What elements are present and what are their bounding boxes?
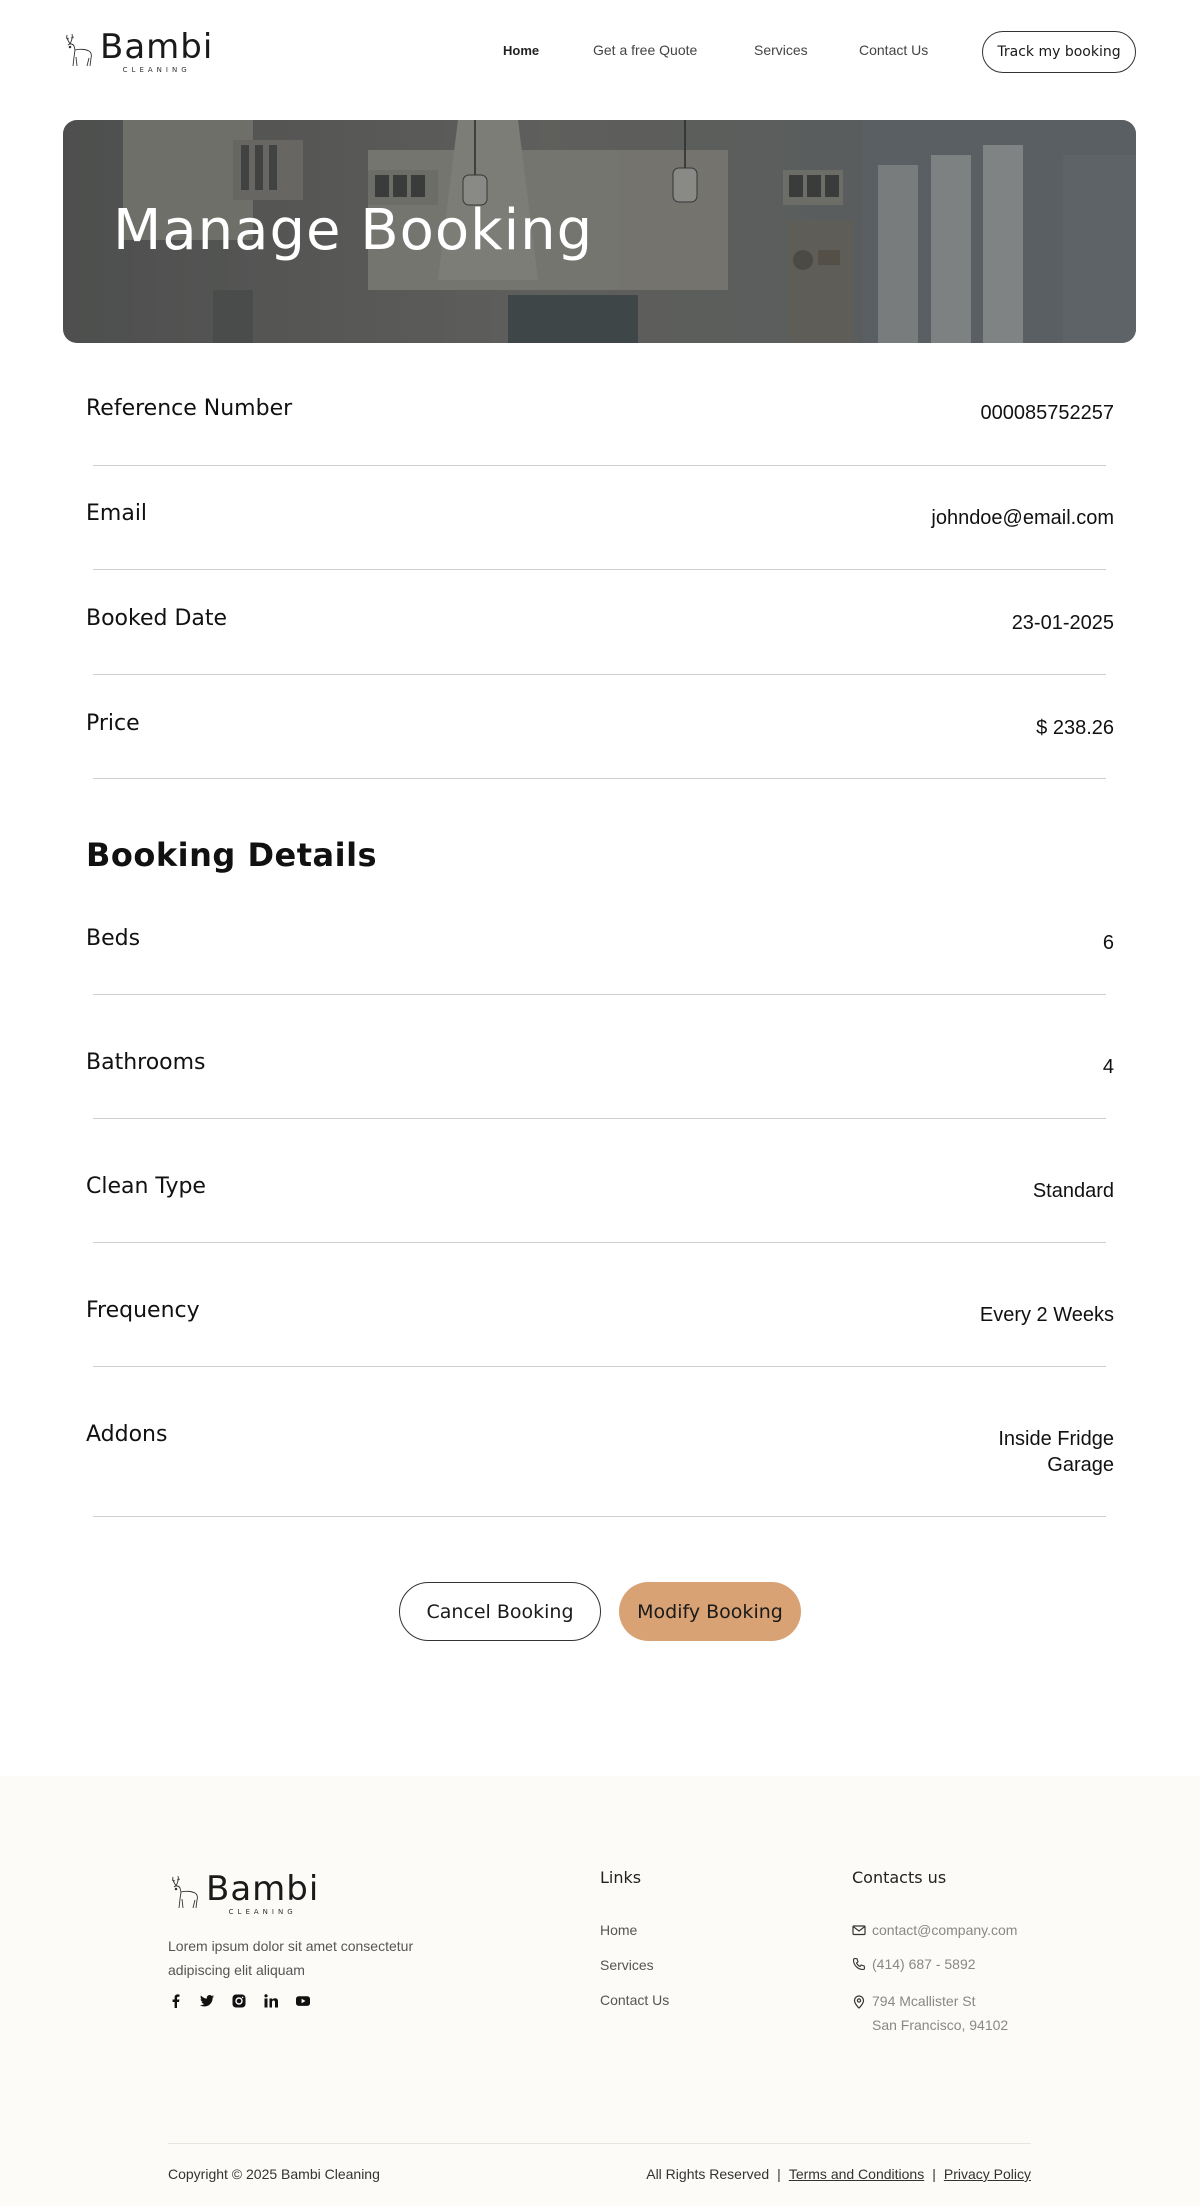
row-divider (93, 674, 1106, 675)
footer-brand-logo[interactable] (168, 1869, 320, 1916)
row-divider (93, 1366, 1106, 1367)
clean-type-label: Clean Type (86, 1174, 206, 1199)
email-value: johndoe@email.com (931, 507, 1114, 529)
linkedin-icon[interactable] (264, 1994, 278, 2008)
footer-email-text: contact@company.com (872, 1922, 1018, 1938)
addon-item: Inside Fridge (998, 1428, 1114, 1450)
nav-get-quote[interactable]: Get a free Quote (593, 42, 698, 58)
frequency-value: Every 2 Weeks (979, 1304, 1114, 1326)
phone-icon (852, 1957, 866, 1971)
brand-tagline: CLEANING (122, 66, 191, 74)
site-footer (0, 1776, 1200, 2206)
footer-phone-text: (414) 687 - 5892 (872, 1956, 976, 1972)
nav-home[interactable]: Home (503, 43, 540, 58)
footer-links-heading: Links (600, 1868, 642, 1887)
nav-contact[interactable]: Contact Us (859, 42, 929, 58)
facebook-icon[interactable] (168, 1994, 182, 2008)
privacy-link[interactable]: Privacy Policy (943, 2166, 1031, 2182)
footer-brand-tagline: CLEANING (228, 1908, 297, 1916)
footer-divider (168, 2143, 1031, 2144)
row-divider (93, 994, 1106, 995)
instagram-icon[interactable] (232, 1994, 246, 2008)
footer-brand-name: Bambi (206, 1869, 320, 1909)
addons-value (998, 1426, 1114, 1478)
clean-type-value: Standard (1032, 1180, 1114, 1202)
hero-banner (63, 120, 1136, 343)
row-divider (93, 465, 1106, 466)
row-divider (93, 778, 1106, 779)
footer-contacts-heading: Contacts us (852, 1868, 947, 1887)
footer-link-contact[interactable]: Contact Us (600, 1992, 670, 2008)
modify-booking-button[interactable]: Modify Booking (619, 1582, 801, 1641)
frequency-label: Frequency (86, 1298, 200, 1323)
terms-link[interactable]: Terms and Conditions (788, 2166, 925, 2182)
footer-copyright: Copyright © 2025 Bambi Cleaning (168, 2166, 380, 2182)
page-title: Manage Booking (113, 198, 594, 263)
beds-label: Beds (86, 926, 141, 951)
footer-link-services[interactable]: Services (600, 1957, 654, 1973)
footer-description: Lorem ipsum dolor sit amet consectetur adipiscing elit aliquam (168, 1938, 414, 1978)
addon-item: Garage (1047, 1454, 1114, 1476)
footer-email[interactable] (852, 1922, 1017, 1938)
reference-number-label: Reference Number (86, 396, 293, 421)
footer-rights: All Rights Reserved (646, 2166, 770, 2182)
footer-address-line2: San Francisco, 94102 (872, 2017, 1009, 2033)
cancel-booking-button[interactable]: Cancel Booking (399, 1582, 601, 1641)
booked-date-label: Booked Date (86, 606, 228, 631)
row-divider (93, 1242, 1106, 1243)
row-divider (93, 1118, 1106, 1119)
reference-number-value: 000085752257 (980, 402, 1114, 424)
footer-separator: | (932, 2166, 936, 2182)
social-links (168, 1994, 310, 2008)
footer-link-home[interactable]: Home (600, 1922, 638, 1938)
deer-logo-icon (168, 1872, 202, 1912)
booking-details-heading: Booking Details (86, 836, 378, 874)
track-booking-button[interactable]: Track my booking (982, 31, 1136, 73)
bathrooms-value: 4 (1102, 1056, 1114, 1078)
row-divider (93, 569, 1106, 570)
youtube-icon[interactable] (296, 1994, 310, 2008)
bathrooms-label: Bathrooms (86, 1050, 206, 1075)
row-divider (93, 1516, 1106, 1517)
footer-legal (646, 2166, 1031, 2182)
beds-value: 6 (1102, 932, 1114, 954)
brand-name: Bambi (100, 27, 214, 67)
nav-services[interactable]: Services (754, 42, 808, 58)
booked-date-value: 23-01-2025 (1011, 612, 1114, 634)
location-pin-icon (852, 1995, 866, 2009)
mail-icon (852, 1923, 866, 1937)
footer-separator: | (777, 2166, 781, 2182)
footer-phone[interactable] (852, 1956, 976, 1972)
footer-address (852, 1994, 1008, 2037)
footer-address-line1: 794 Mcallister St (872, 1993, 976, 2009)
price-label: Price (86, 711, 140, 736)
price-value: $ 238.26 (1036, 717, 1114, 739)
site-header (0, 0, 1200, 106)
addons-label: Addons (86, 1422, 168, 1447)
email-label: Email (86, 501, 148, 526)
twitter-icon[interactable] (200, 1994, 214, 2008)
